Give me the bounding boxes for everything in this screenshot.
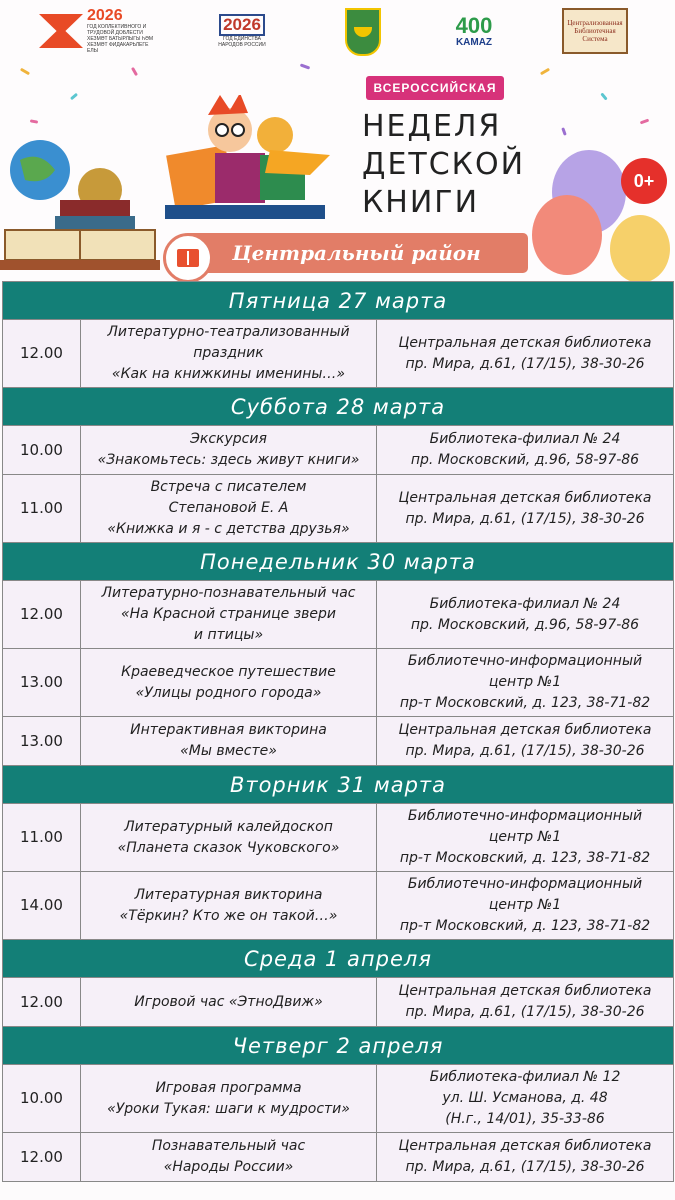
event-location [377, 475, 674, 543]
event-title-line: Литературная викторина [134, 886, 323, 903]
event-title [81, 581, 377, 649]
day-header: Суббота 28 марта [3, 388, 674, 426]
book-icon [163, 233, 213, 283]
event-title [81, 475, 377, 543]
event-title-line: «На Красной странице звери [120, 606, 337, 622]
event-location-line: Центральная детская библиотека [398, 983, 652, 999]
event-title-line: Литературный калейдоскоп [124, 818, 333, 835]
event-title [81, 1133, 377, 1182]
event-title-line: Литературно-познавательный час [101, 585, 356, 601]
event-title-line: Литературно-театрализованный [107, 324, 350, 340]
day-header: Среда 1 апреля [3, 940, 674, 978]
event-title-line: Познавательный час [151, 1138, 306, 1154]
year-logo-line: ХЕЗМӘТ БАТЫРЛЫГЫ ҺӘМ ХЕЗМӘТ ФИДАКАРЬЛЕГЕ ЕЛЫ [87, 36, 154, 54]
age-rating-badge: 0+ [621, 158, 667, 204]
event-location-line: Центральная детская библиотека [398, 722, 652, 738]
event-location [377, 581, 674, 649]
event-location-line: Центральная детская библиотека [398, 334, 652, 351]
day-header: Пятница 27 марта [3, 282, 674, 320]
event-location [377, 426, 674, 475]
event-row [3, 320, 674, 388]
year-logo [38, 8, 158, 54]
event-title [81, 978, 377, 1027]
event-location [377, 1133, 674, 1182]
event-title-line: «Уроки Тукая: шаги к мудрости» [107, 1100, 350, 1117]
event-title-line: Встреча с писателем [150, 479, 307, 495]
event-location [377, 649, 674, 717]
event-time: 13.00 [3, 649, 81, 717]
event-row [3, 475, 674, 543]
poster-header [0, 0, 675, 290]
event-title-line: «Тёркин? Кто же он такой…» [119, 907, 338, 924]
schedule-table [2, 281, 674, 1182]
event-location-line: пр. Мира, д.61, (17/15), 38-30-26 [405, 1004, 645, 1020]
day-header: Вторник 31 марта [3, 766, 674, 804]
event-location-line: Центральная детская библиотека [398, 489, 652, 506]
confetti [540, 68, 550, 76]
district-banner: Центральный район [185, 233, 528, 273]
event-title-line: Краеведческое путешествие [121, 663, 336, 680]
event-title-line: «Знакомьтесь: здесь живут книги» [97, 452, 360, 468]
kamaz-logo-brand: KAMAZ [455, 36, 493, 48]
confetti [300, 63, 310, 69]
event-location-line: пр. Московский, д.96, 58-97-86 [410, 452, 640, 468]
unity-logo [215, 8, 269, 54]
event-row [3, 978, 674, 1027]
event-location [377, 804, 674, 872]
confetti [640, 119, 649, 125]
event-title-line: праздник [193, 345, 264, 361]
day-header-row [3, 543, 674, 581]
year-logo-line: ГОД КОЛЛЕКТИВНОГО И ТРУДОВОЙ ДОБЛЕСТИ [87, 24, 147, 36]
year-emblem-icon [39, 14, 83, 48]
title-line: НЕДЕЛЯ [362, 109, 502, 144]
event-location-line: пр-т Московский, д. 123, 38-71-82 [399, 918, 651, 934]
unity-logo-line: ГОД ЕДИНСТВА НАРОДОВ РОССИИ [218, 36, 266, 48]
event-location [377, 978, 674, 1027]
event-location [377, 1065, 674, 1133]
day-header: Понедельник 30 марта [3, 543, 674, 581]
event-title-line: Степановой Е. А [168, 500, 289, 516]
event-title [81, 872, 377, 940]
event-time: 12.00 [3, 581, 81, 649]
event-row [3, 581, 674, 649]
event-title-line: «Улицы родного города» [135, 684, 322, 701]
event-location-line: пр. Мира, д.61, (17/15), 38-30-26 [405, 510, 645, 527]
day-header-row [3, 388, 674, 426]
event-row [3, 649, 674, 717]
event-location [377, 320, 674, 388]
confetti [561, 127, 567, 136]
event-time: 12.00 [3, 1133, 81, 1182]
event-location-line: центр №1 [488, 897, 562, 913]
event-location-line: Центральная детская библиотека [398, 1138, 652, 1154]
confetti [600, 92, 607, 100]
event-title [81, 804, 377, 872]
event-row [3, 426, 674, 475]
event-time: 11.00 [3, 475, 81, 543]
event-location-line: Библиотечно-информационный [407, 808, 643, 824]
event-time: 10.00 [3, 426, 81, 475]
event-location-line: пр. Московский, д.96, 58-97-86 [410, 616, 640, 633]
event-time: 10.00 [3, 1065, 81, 1133]
title-line: ДЕТСКОЙ [362, 147, 526, 182]
event-location [377, 717, 674, 766]
event-location-line: пр-т Московский, д. 123, 38-71-82 [399, 695, 651, 711]
day-header-row [3, 1027, 674, 1065]
event-title [362, 108, 552, 222]
event-title-line: «Как на книжкины именины…» [111, 366, 346, 382]
confetti [70, 93, 78, 100]
unity-logo-year: 2026 [219, 14, 265, 36]
event-time: 12.00 [3, 978, 81, 1027]
city-emblem-icon [345, 8, 381, 56]
event-title [81, 320, 377, 388]
day-header-row [3, 766, 674, 804]
event-row [3, 1065, 674, 1133]
event-row [3, 804, 674, 872]
badge-all-russian: ВСЕРОССИЙСКАЯ [366, 76, 504, 100]
title-line: КНИГИ [362, 185, 480, 220]
event-time: 11.00 [3, 804, 81, 872]
event-time: 13.00 [3, 717, 81, 766]
event-title-line: и птицы» [193, 627, 264, 643]
event-title [81, 649, 377, 717]
event-time: 14.00 [3, 872, 81, 940]
confetti [20, 68, 30, 76]
event-row [3, 1133, 674, 1182]
event-location-line: Библиотечно-информационный [407, 876, 643, 892]
event-title-line: «Планета сказок Чуковского» [117, 839, 340, 856]
event-location-line: центр №1 [488, 829, 562, 845]
event-title-line: Интерактивная викторина [130, 722, 327, 738]
event-row [3, 872, 674, 940]
event-location-line: пр. Мира, д.61, (17/15), 38-30-26 [405, 743, 645, 759]
books-globe-illustration [0, 120, 160, 280]
kamaz-logo [445, 8, 503, 54]
event-location-line: Библиотечно-информационный [407, 653, 643, 669]
event-row [3, 717, 674, 766]
event-title [81, 717, 377, 766]
event-location-line: (Н.г., 14/01), 35-33-86 [445, 1111, 605, 1127]
event-location [377, 872, 674, 940]
event-location-line: пр-т Московский, д. 123, 38-71-82 [399, 850, 651, 866]
day-header-row [3, 282, 674, 320]
event-location-line: пр. Мира, д.61, (17/15), 38-30-26 [405, 1159, 645, 1175]
balloon [532, 195, 602, 275]
event-title [81, 426, 377, 475]
year-logo-year: 2026 [87, 7, 123, 24]
event-location-line: пр. Мира, д.61, (17/15), 38-30-26 [405, 355, 645, 372]
confetti [131, 67, 138, 76]
event-location-line: Библиотека-филиал № 12 [429, 1069, 621, 1085]
day-header-row [3, 940, 674, 978]
event-title-line: Игровой час «ЭтноДвиж» [134, 993, 323, 1010]
event-location-line: Библиотека-филиал № 24 [429, 595, 621, 612]
event-location-line: Библиотека-филиал № 24 [429, 431, 621, 447]
event-title-line: Экскурсия [190, 431, 267, 447]
event-title-line: «Мы вместе» [180, 743, 277, 759]
balloon [610, 215, 670, 283]
event-title [81, 1065, 377, 1133]
event-location-line: центр №1 [488, 674, 562, 690]
event-title-line: «Книжка и я - с детства друзья» [107, 521, 350, 537]
day-header: Четверг 2 апреля [3, 1027, 674, 1065]
kamaz-logo-number: 400 [455, 12, 493, 38]
event-time: 12.00 [3, 320, 81, 388]
event-title-line: «Народы России» [163, 1159, 294, 1175]
event-title-line: Игровая программа [155, 1079, 302, 1096]
children-reading-illustration [160, 95, 340, 225]
event-location-line: ул. Ш. Усманова, д. 48 [442, 1090, 608, 1106]
library-system-logo: Централизованная Библиотечная Система [562, 8, 628, 54]
